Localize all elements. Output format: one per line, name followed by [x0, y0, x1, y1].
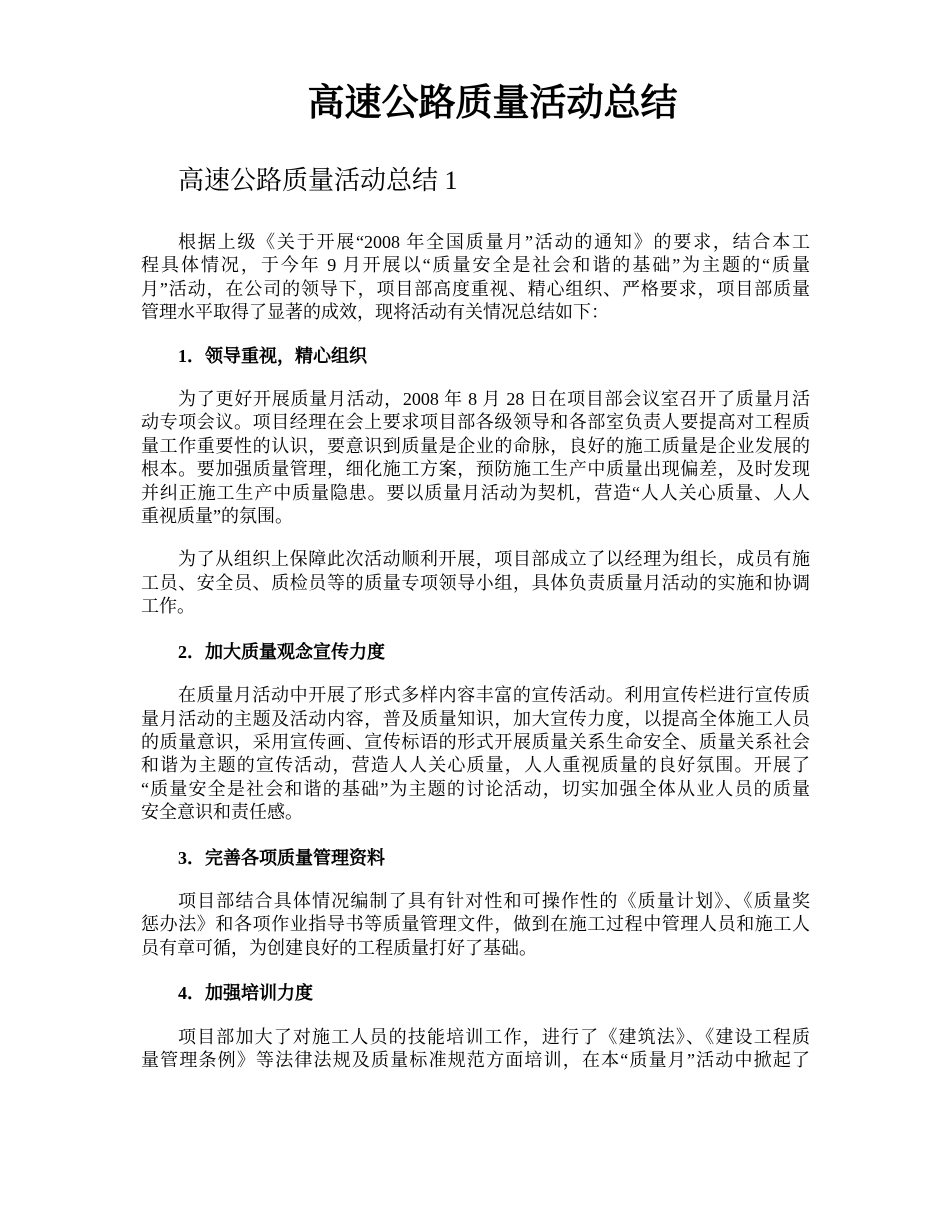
paragraph-line: 量月活动的主题及活动内容，普及质量知识，加大宣传力度，以提高全体施工人员 — [141, 708, 810, 729]
section-heading: 3．完善各项质量管理资料 — [178, 847, 385, 868]
paragraph-line: 管理水平取得了显著的成效，现将活动有关情况总结如下： — [141, 302, 609, 323]
paragraph-line: 和谐为主题的宣传活动，营造人人关心质量，人人重视质量的良好氛围。开展了 — [141, 755, 810, 776]
paragraph — [141, 388, 810, 528]
paragraph-line: “质量安全是社会和谐的基础”为主题的讨论活动，切实加强全体从业人员的质量 — [141, 778, 810, 799]
paragraph-line: 为了更好开展质量月活动，2008 年 8 月 28 日在项目部会议室召开了质量月活 — [178, 389, 810, 410]
paragraph-line: 为了从组织上保障此次活动顺利开展，项目部成立了以经理为组长，成员有施 — [178, 549, 810, 570]
paragraph-line: 项目部加大了对施工人员的技能培训工作，进行了《建筑法》、《建设工程质 — [178, 1026, 810, 1047]
section-heading: 2．加大质量观念宣传力度 — [178, 641, 385, 662]
paragraph-line: 动专项会议。项目经理在会上要求项目部各级领导和各部室负责人要提高对工程质 — [141, 412, 810, 433]
paragraph-line: 工员、安全员、质检员等的质量专项领导小组，具体负责质量月活动的实施和协调 — [141, 572, 810, 593]
paragraph-line: 重视质量”的氛围。 — [141, 506, 293, 527]
paragraph — [141, 890, 810, 960]
paragraph-line: 量管理条例》等法律法规及质量标准规范方面培训，在本“质量月”活动中掀起了 — [141, 1049, 810, 1070]
paragraph-line: 工作。 — [141, 596, 195, 617]
section-heading: 4．加强培训力度 — [178, 983, 313, 1004]
paragraph-line: 根据上级《关于开展“2008 年全国质量月”活动的通知》的要求，结合本工 — [178, 232, 810, 252]
section-title: 高速公路质量活动总结 1 — [178, 166, 458, 195]
intro-paragraph — [141, 231, 810, 325]
paragraph — [141, 684, 810, 824]
paragraph — [141, 1026, 810, 1073]
paragraph-line: 并纠正施工生产中质量隐患。要以质量月活动为契机，营造“人人关心质量、人人 — [141, 482, 810, 503]
page-title: 高速公路质量活动总结 — [307, 83, 678, 124]
document-page — [141, 0, 810, 1072]
paragraph-line: 月”活动，在公司的领导下，项目部高度重视、精心组织、严格要求，项目部质量 — [141, 278, 810, 299]
paragraph-line: 员有章可循，为创建良好的工程质量打好了基础。 — [141, 937, 537, 958]
paragraph-line: 根本。要加强质量管理，细化施工方案，预防施工生产中质量出现偏差，及时发现 — [141, 459, 810, 480]
paragraph-line: 项目部结合具体情况编制了具有针对性和可操作性的《质量计划》、《质量奖 — [178, 890, 810, 911]
section-heading: 1．领导重视，精心组织 — [178, 345, 367, 366]
paragraph-line: 程具体情况，于今年 9 月开展以“质量安全是社会和谐的基础”为主题的“质量 — [141, 255, 810, 276]
paragraph-line: 安全意识和责任感。 — [141, 802, 303, 823]
paragraph-line: 惩办法》和各项作业指导书等质量管理文件，做到在施工过程中管理人员和施工人 — [141, 914, 810, 935]
paragraph-line: 的质量意识，采用宣传画、宣传标语的形式开展质量关系生命安全、质量关系社会 — [141, 731, 810, 752]
paragraph-line: 量工作重要性的认识，要意识到质量是企业的命脉，良好的施工质量是企业发展的 — [141, 435, 810, 456]
paragraph-line: 在质量月活动中开展了形式多样内容丰富的宣传活动。利用宣传栏进行宣传质 — [178, 685, 810, 706]
paragraph — [141, 548, 810, 618]
